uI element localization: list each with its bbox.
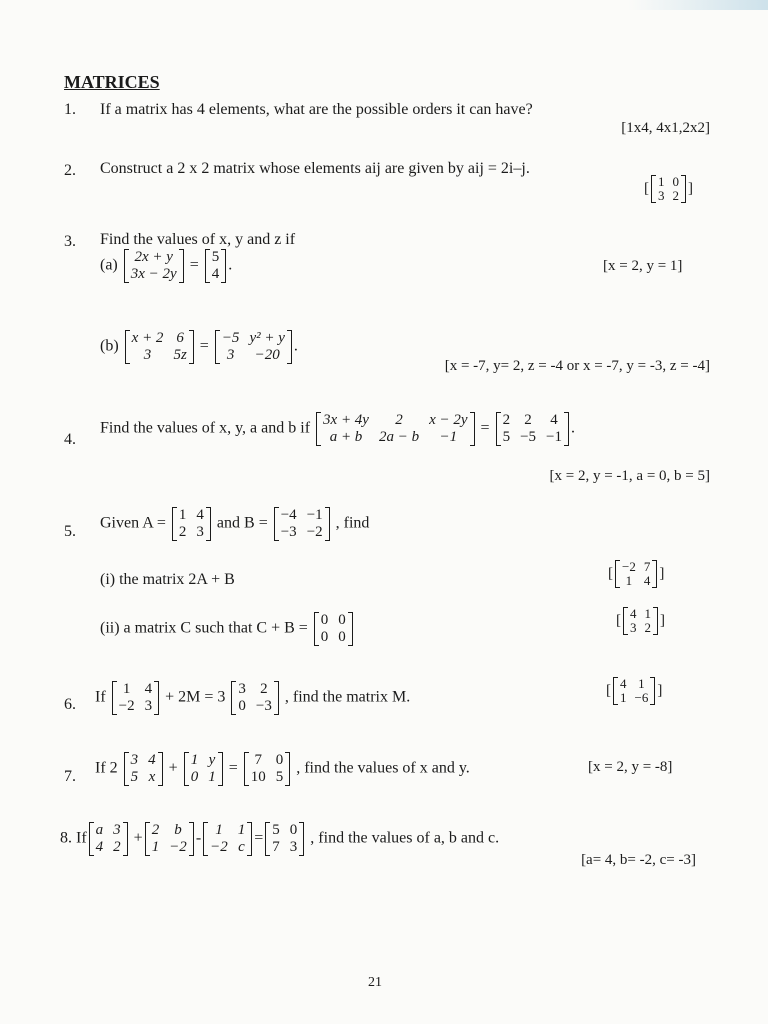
q5ii-answer: [ 4 1 3 2 ] [616, 606, 665, 635]
matrix-right-bracket [206, 507, 211, 541]
q2-text: Construct a 2 x 2 matrix whose elements aij are given by aij = 2i–j. [100, 160, 530, 177]
matrix-cell: 3 [143, 347, 152, 363]
q8-if-label: If [76, 829, 87, 847]
q3a-label: (a) [100, 256, 118, 274]
matrix-right-bracket [285, 752, 290, 786]
q5i-text: (i) the matrix 2A + B [100, 571, 235, 588]
q4-left-matrix [316, 412, 475, 446]
matrix-cell: 1 [122, 681, 131, 697]
matrix-cell: 2 [151, 822, 160, 838]
q5-matrix-b [274, 507, 330, 541]
scan-edge-mark [628, 0, 768, 10]
matrix-cell: 7 [254, 752, 262, 768]
matrix-cell: −1 [546, 429, 562, 445]
matrix-body [130, 330, 189, 364]
matrix-body [279, 507, 325, 541]
q3b-label: (b) [100, 337, 119, 355]
q7-number: 7. [64, 768, 76, 785]
matrix-cell: 4 [95, 839, 104, 855]
matrix-cell: 3 [658, 188, 665, 203]
matrix-right-bracket [653, 607, 658, 635]
q2-answer: [ 1 0 3 2 ] [644, 174, 693, 203]
q4-text: Find the values of x, y, a and b if [100, 419, 311, 437]
matrix-body [319, 612, 348, 646]
plus-sign: + [133, 829, 143, 847]
matrix-right-bracket [274, 681, 279, 715]
matrix-body [208, 822, 247, 856]
matrix-cell: 3 [196, 524, 204, 540]
period: . [293, 337, 298, 355]
matrix-right-bracket [154, 681, 159, 715]
matrix-cell: 0 [320, 612, 329, 628]
matrix-cell: 4 [550, 412, 558, 428]
matrix-cell: 5 [275, 769, 284, 785]
q5-equation [100, 507, 369, 541]
q7-if-label: If 2 [95, 759, 118, 777]
matrix-cell: −5 [520, 429, 537, 445]
matrix-cell: −3 [255, 698, 272, 714]
matrix-cell: 2 [113, 839, 121, 855]
matrix-cell: 0 [238, 698, 246, 714]
q8-matrix-3 [203, 822, 252, 856]
matrix-cell: x − 2y [429, 412, 468, 428]
matrix-cell: −2 [169, 839, 187, 855]
matrix-cell: 5 [502, 429, 511, 445]
q5ii-zero-matrix [314, 612, 353, 646]
matrix-cell: y² + y [249, 330, 285, 346]
matrix-right-bracket [158, 752, 163, 786]
matrix-cell: −2 [210, 839, 228, 855]
matrix-cell: 6 [176, 330, 184, 346]
matrix-cell: 7 [272, 839, 280, 855]
matrix-cell: 5 [211, 249, 220, 265]
q8-equation [60, 822, 499, 856]
q5ii-equation [100, 612, 355, 646]
matrix-cell: 3 [144, 698, 153, 714]
matrix-cell: 5 [272, 822, 280, 838]
matrix-body [177, 507, 206, 541]
matrix-right-bracket [299, 822, 304, 856]
matrix-right-bracket [564, 412, 569, 446]
matrix-cell: 1 [178, 507, 187, 523]
matrix-body [249, 752, 286, 786]
matrix-right-bracket [650, 677, 655, 705]
matrix-cell: x [148, 769, 156, 785]
matrix-cell: a + b [329, 429, 363, 445]
equals-sign: = [189, 256, 199, 274]
q5ii-answer-matrix [623, 607, 658, 635]
matrix-cell: 2 [502, 412, 511, 428]
q8-matrix-4 [265, 822, 304, 856]
matrix-cell: 4 [211, 266, 220, 282]
equals-sign: = [228, 759, 238, 777]
q8-tail-text: , find the values of a, b and c. [310, 829, 500, 847]
matrix-cell: 2 [178, 524, 187, 540]
q7-answer: [x = 2, y = -8] [588, 759, 673, 775]
q1-number: 1. [64, 101, 76, 118]
matrix-body [117, 681, 154, 715]
q5-given-label: Given A = [100, 514, 166, 532]
matrix-right-bracket [681, 175, 686, 203]
matrix-right-bracket [652, 560, 657, 588]
matrix-cell: 0 [672, 174, 679, 189]
matrix-body [236, 681, 273, 715]
matrix-cell: 4 [144, 681, 153, 697]
q8-answer: [a= 4, b= -2, c= -3] [581, 852, 696, 868]
q3a-left-matrix [124, 249, 184, 283]
matrix-cell: 1 [237, 822, 246, 838]
q4-right-matrix [496, 412, 569, 446]
matrix-cell: 4 [620, 676, 627, 691]
matrix-cell: 2x + y [134, 249, 173, 265]
matrix-cell: 3 [289, 839, 298, 855]
equals-sign: = [480, 419, 490, 437]
q3a-answer: [x = 2, y = 1] [603, 258, 683, 274]
q4-equation [100, 412, 575, 446]
q5i-answer: [ −2 7 1 4 ] [608, 559, 665, 588]
minus-sign: - [195, 829, 202, 847]
matrix-cell: 1 [658, 174, 665, 189]
matrix-cell: y [208, 752, 216, 768]
q6-equation [95, 681, 410, 715]
q7-matrix-3 [244, 752, 291, 786]
matrix-right-bracket [247, 822, 252, 856]
matrix-cell: 0 [289, 822, 298, 838]
matrix-cell: 3 [130, 752, 139, 768]
matrix-cell: 4 [643, 573, 651, 588]
matrix-right-bracket [470, 412, 475, 446]
matrix-cell: c [238, 839, 245, 855]
matrix-cell: 1 [190, 752, 199, 768]
q8-number: 8. [60, 829, 72, 847]
q3-number: 3. [64, 233, 76, 250]
q5i-answer-matrix [615, 560, 657, 588]
q3b-equation [100, 330, 298, 364]
q6-matrix-1 [112, 681, 159, 715]
matrix-cell: 0 [320, 629, 329, 645]
q1-text: If a matrix has 4 elements, what are the possible orders it can have? [100, 101, 533, 118]
q3a-equation [100, 249, 232, 283]
matrix-cell: 0 [338, 629, 346, 645]
matrix-cell: 1 [644, 606, 651, 621]
q3a-right-matrix [205, 249, 227, 283]
matrix-cell: 3 [238, 681, 246, 697]
matrix-cell: 0 [338, 612, 346, 628]
plus-sign: + [168, 759, 178, 777]
matrix-cell: 2 [395, 412, 403, 428]
matrix-body [656, 175, 681, 203]
matrix-cell: 0 [275, 752, 284, 768]
matrix-body [618, 677, 650, 705]
matrix-cell: −1 [306, 507, 323, 523]
q6-if-label: If [95, 688, 106, 706]
q8-matrix-1 [89, 822, 128, 856]
matrix-cell: 1 [208, 769, 216, 785]
matrix-cell: 1 [151, 839, 160, 855]
matrix-cell: −2 [118, 698, 135, 714]
matrix-cell: 3x − 2y [130, 266, 177, 282]
q4-number: 4. [64, 431, 76, 448]
q3b-left-matrix [125, 330, 194, 364]
q6-matrix-2 [231, 681, 278, 715]
matrix-body [189, 752, 218, 786]
matrix-body [270, 822, 299, 856]
matrix-body [150, 822, 189, 856]
period: . [571, 419, 575, 437]
period: . [228, 256, 233, 274]
matrix-body [129, 752, 158, 786]
q6-tail-text: , find the matrix M. [284, 688, 411, 706]
matrix-cell: 5z [173, 347, 187, 363]
matrix-right-bracket [218, 752, 223, 786]
q2-number: 2. [64, 162, 76, 179]
q1-answer: [1x4, 4x1,2x2] [621, 120, 710, 136]
q7-tail-text: , find the values of x and y. [296, 759, 470, 777]
matrix-body [210, 249, 222, 283]
matrix-cell: 3 [630, 620, 637, 635]
q7-matrix-2 [184, 752, 223, 786]
matrix-body [321, 412, 470, 446]
matrix-body [620, 560, 652, 588]
matrix-cell: 5 [130, 769, 139, 785]
matrix-right-bracket [287, 330, 292, 364]
matrix-cell: b [174, 822, 182, 838]
page-number: 21 [368, 975, 382, 990]
matrix-right-bracket [325, 507, 330, 541]
q5-find-label: , find [335, 514, 370, 532]
matrix-cell: 1 [638, 676, 645, 691]
q5-and-b-label: and B = [216, 514, 268, 532]
matrix-cell: 7 [643, 559, 651, 574]
matrix-body [94, 822, 123, 856]
matrix-cell: −3 [280, 524, 297, 540]
matrix-cell: 10 [250, 769, 266, 785]
q6-answer-matrix [613, 677, 655, 705]
q2-answer-matrix [651, 175, 686, 203]
q5-matrix-a [172, 507, 211, 541]
matrix-cell: 0 [190, 769, 199, 785]
section-heading: MATRICES [64, 72, 160, 92]
q6-middle-text: + 2M = 3 [165, 688, 226, 706]
q7-matrix-1 [124, 752, 163, 786]
matrix-cell: 1 [215, 822, 223, 838]
matrix-cell: 2a − b [378, 429, 420, 445]
q4-answer: [x = 2, y = -1, a = 0, b = 5] [549, 468, 710, 484]
equals-sign: = [254, 829, 264, 847]
q3b-right-matrix [215, 330, 292, 364]
matrix-cell: −2 [306, 524, 323, 540]
matrix-cell: −20 [254, 347, 280, 363]
equals-sign: = [199, 337, 209, 355]
matrix-right-bracket [123, 822, 128, 856]
matrix-cell: x + 2 [131, 330, 164, 346]
matrix-cell: −5 [221, 330, 240, 346]
matrix-body [628, 607, 653, 635]
matrix-cell: 4 [196, 507, 204, 523]
matrix-cell: 3 [226, 347, 235, 363]
matrix-right-bracket [189, 822, 194, 856]
matrix-right-bracket [348, 612, 353, 646]
matrix-cell: −2 [622, 559, 636, 574]
matrix-cell: 4 [148, 752, 156, 768]
matrix-cell: 3 [113, 822, 121, 838]
matrix-cell: 3x + 4y [323, 412, 369, 428]
matrix-right-bracket [189, 330, 194, 364]
q6-number: 6. [64, 696, 76, 713]
matrix-cell: 2 [524, 412, 532, 428]
matrix-cell: 2 [260, 681, 268, 697]
q6-answer: [ 4 1 1 −6 ] [606, 676, 663, 705]
matrix-body [220, 330, 287, 364]
q5ii-text: (ii) a matrix C such that C + B = [100, 619, 308, 637]
matrix-right-bracket [179, 249, 184, 283]
matrix-body [129, 249, 179, 283]
q5-number: 5. [64, 523, 76, 540]
q7-equation [95, 752, 470, 786]
matrix-cell: 2 [644, 620, 651, 635]
matrix-right-bracket [221, 249, 226, 283]
matrix-cell: 1 [620, 690, 627, 705]
matrix-cell: −1 [439, 429, 458, 445]
matrix-body [501, 412, 564, 446]
matrix-cell: 4 [630, 606, 637, 621]
matrix-cell: −4 [280, 507, 297, 523]
matrix-cell: 2 [672, 188, 679, 203]
matrix-cell: a [95, 822, 104, 838]
q3-text: Find the values of x, y and z if [100, 231, 296, 248]
q3b-answer: [x = -7, y= 2, z = -4 or x = -7, y = -3, z = -4] [444, 358, 710, 374]
matrix-cell: −6 [634, 690, 649, 705]
matrix-cell: 1 [625, 573, 633, 588]
q8-matrix-2 [145, 822, 194, 856]
